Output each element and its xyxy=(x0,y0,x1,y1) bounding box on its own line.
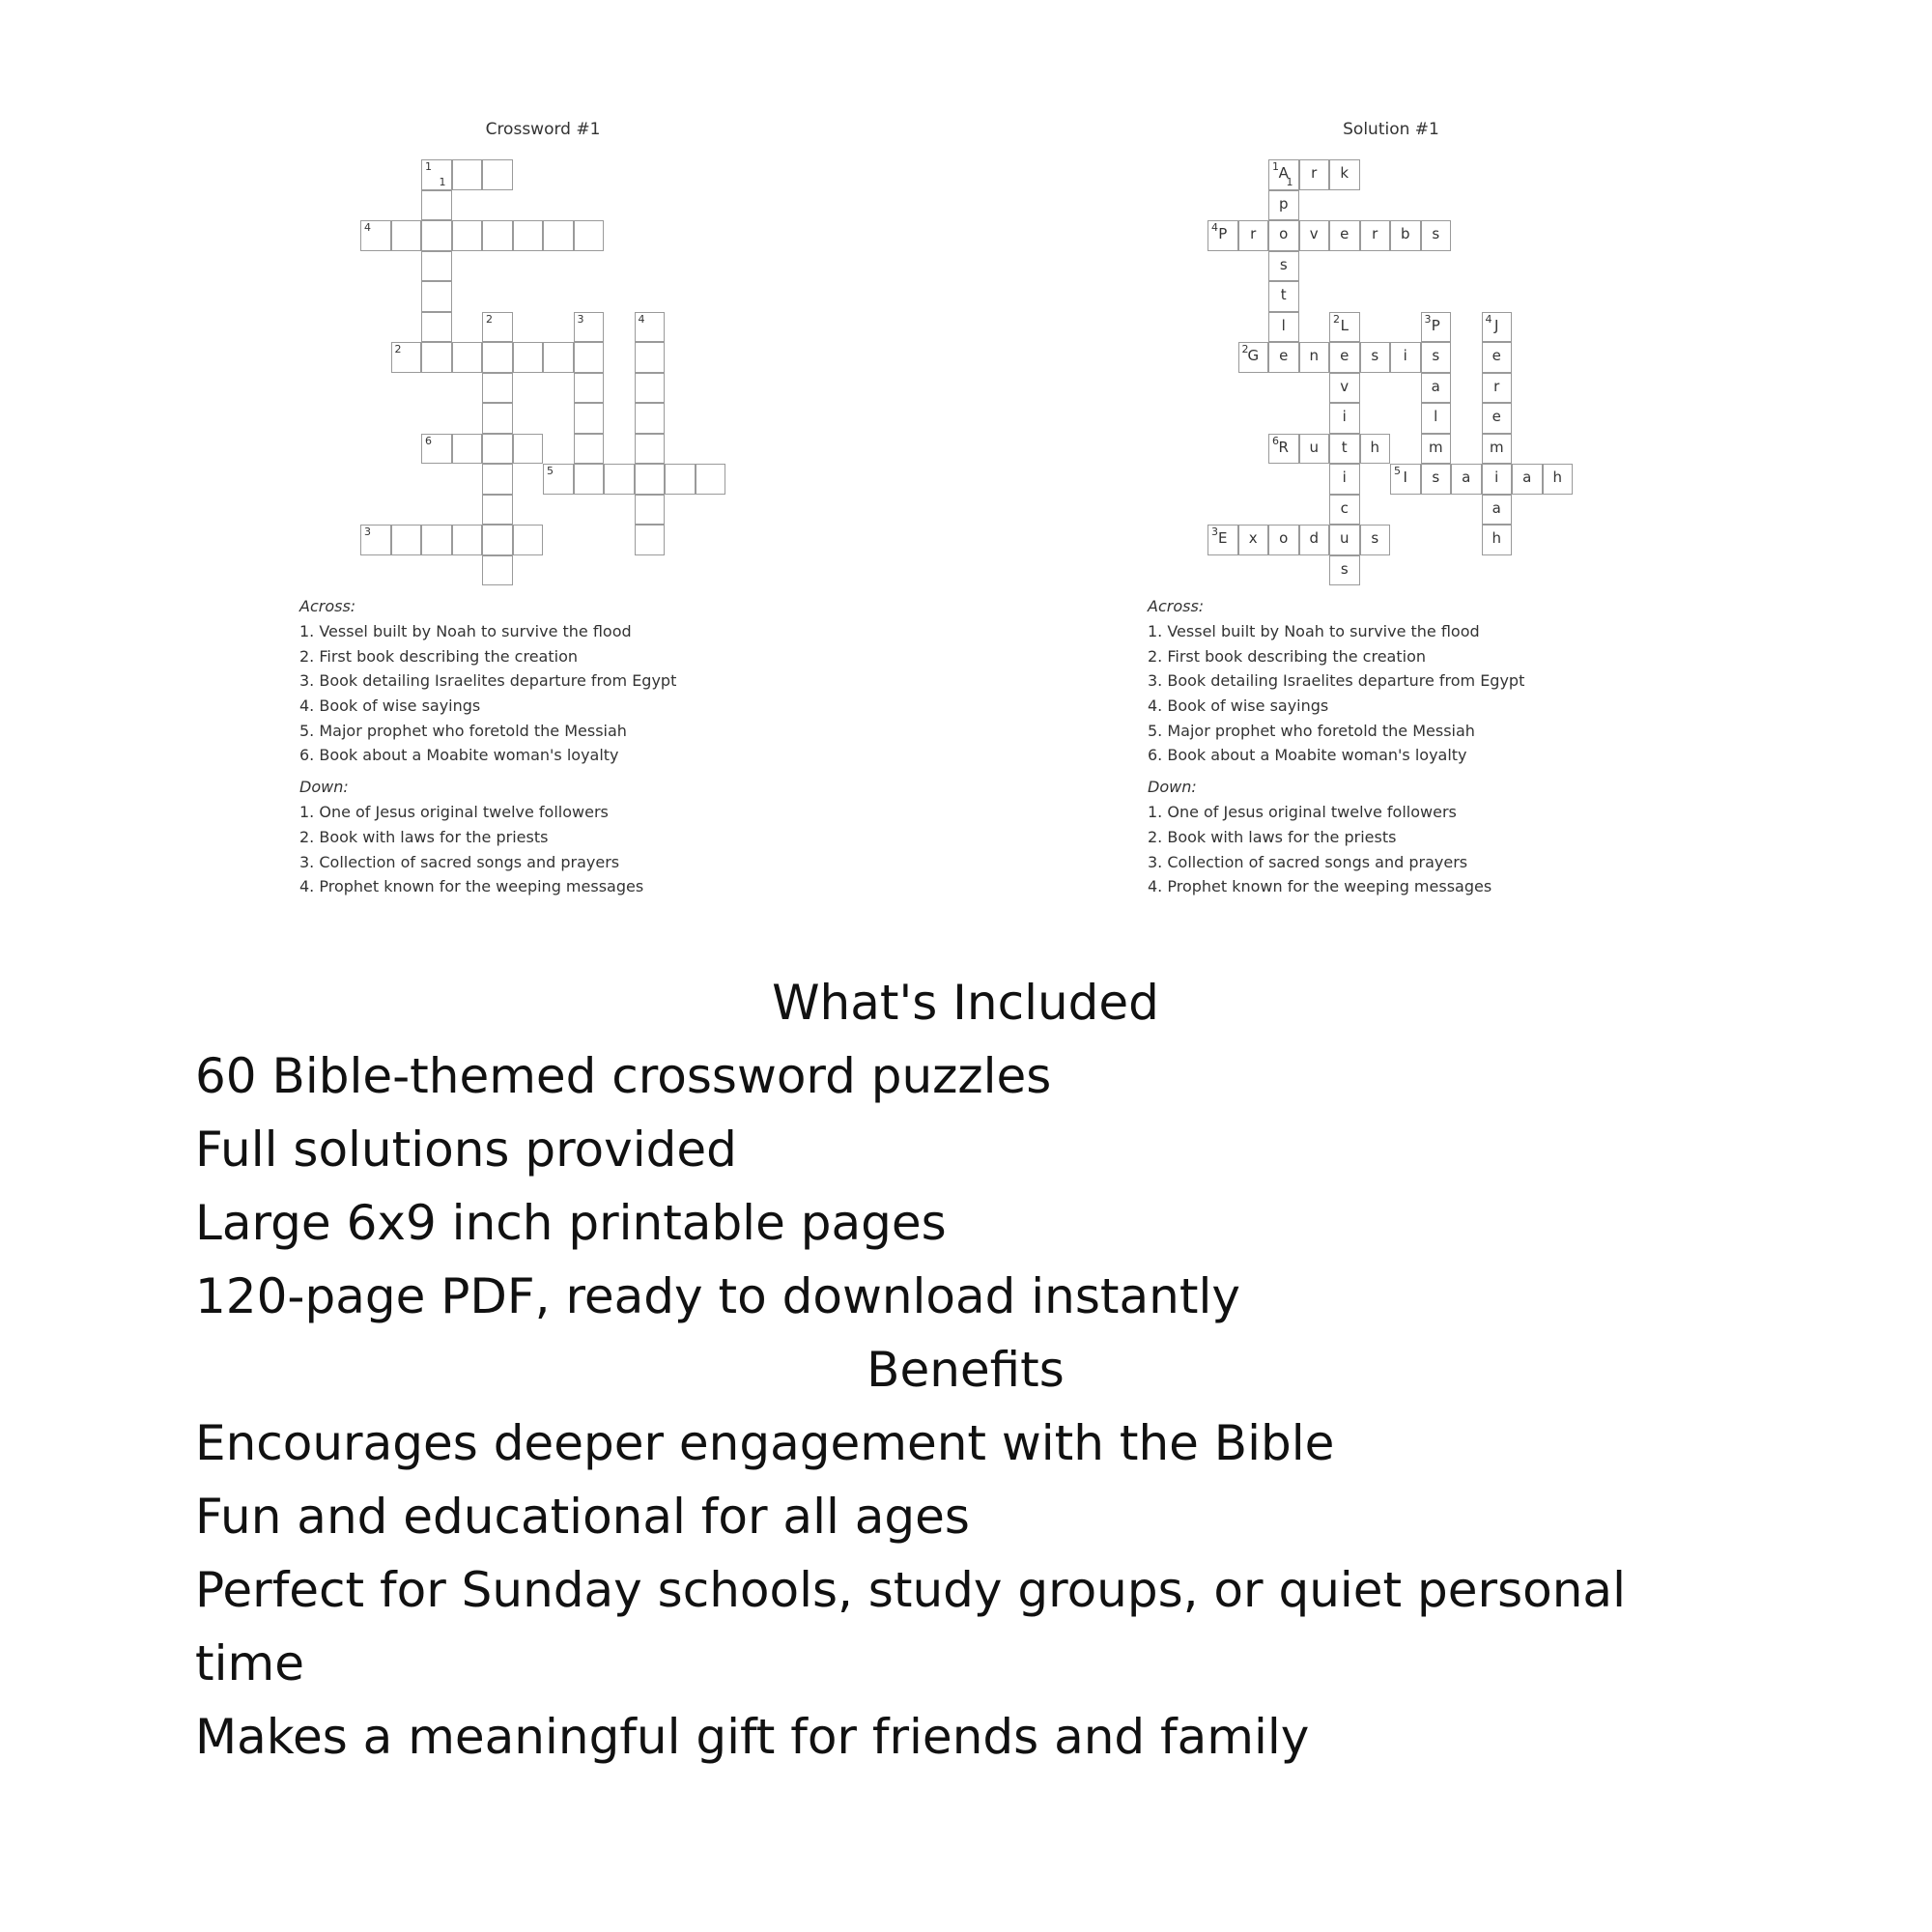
benefit-item: Makes a meaningful gift for friends and family xyxy=(195,1709,1310,1765)
benefit-item: Fun and educational for all ages xyxy=(195,1489,970,1545)
puzzle-cell[interactable] xyxy=(482,403,513,434)
cell-letter: P xyxy=(1431,316,1440,334)
puzzle-clues xyxy=(299,593,676,899)
included-item: Large 6x9 inch printable pages xyxy=(195,1195,947,1251)
cell-letter: l xyxy=(1281,316,1286,334)
down-clue: 4. Prophet known for the weeping messages xyxy=(299,877,644,896)
puzzle-cell[interactable] xyxy=(604,464,635,495)
puzzle-cell[interactable] xyxy=(482,342,513,373)
puzzle-cell[interactable] xyxy=(543,342,574,373)
solution-cell xyxy=(1482,525,1513,555)
solution-cell xyxy=(1268,525,1299,555)
solution-clues xyxy=(1148,593,1524,899)
solution-cell xyxy=(1329,495,1360,526)
cell-letter: r xyxy=(1250,225,1257,242)
solution-cell xyxy=(1360,342,1391,373)
across-clue: 5. Major prophet who foretold the Messiah xyxy=(299,721,627,740)
solution-cell xyxy=(1482,464,1513,495)
solution-cell xyxy=(1482,342,1513,373)
down-heading: Down: xyxy=(1148,778,1197,797)
solution-cell xyxy=(1421,342,1452,373)
solution-cell xyxy=(1360,434,1391,465)
cell-letter: J xyxy=(1494,316,1499,334)
cell-letter: s xyxy=(1432,225,1440,242)
solution-cell xyxy=(1268,281,1299,312)
solution-cell xyxy=(1299,220,1330,251)
puzzle-cell[interactable] xyxy=(452,159,483,190)
cell-letter: x xyxy=(1248,529,1258,547)
solution-cell xyxy=(1268,159,1299,190)
solution-cell xyxy=(1482,312,1513,343)
across-clue: 3. Book detailing Israelites departure from Egypt xyxy=(299,671,677,691)
puzzle-cell[interactable] xyxy=(482,434,513,465)
cell-letter: v xyxy=(1309,225,1319,242)
clue-number: 4 xyxy=(1211,221,1218,234)
clue-number: 3 xyxy=(1211,526,1218,538)
solution-cell xyxy=(1329,312,1360,343)
solution-cell xyxy=(1329,555,1360,586)
across-clue: 2. First book describing the creation xyxy=(1148,646,1426,666)
puzzle-cell[interactable] xyxy=(543,464,574,495)
puzzle-cell[interactable] xyxy=(452,220,483,251)
cell-letter: s xyxy=(1371,347,1379,364)
cell-letter: E xyxy=(1218,529,1228,547)
across-clue: 6. Book about a Moabite woman's loyalty xyxy=(299,746,619,765)
clue-number: 2 xyxy=(486,312,493,326)
solution-cell xyxy=(1268,190,1299,221)
puzzle-cell[interactable] xyxy=(635,525,666,555)
solution-cell xyxy=(1421,403,1452,434)
solution-cell xyxy=(1360,525,1391,555)
puzzle-cell[interactable] xyxy=(513,220,544,251)
puzzle-cell[interactable] xyxy=(513,525,544,555)
down-clue: 1. One of Jesus original twelve followers xyxy=(1148,803,1457,822)
down-clue: 3. Collection of sacred songs and prayers xyxy=(1148,852,1468,871)
solution-cell xyxy=(1482,434,1513,465)
puzzle-cell[interactable] xyxy=(421,525,452,555)
puzzle-title: Crossword #1 xyxy=(485,120,601,139)
solution-cell xyxy=(1238,525,1269,555)
solution-cell xyxy=(1268,220,1299,251)
benefit-item: Perfect for Sunday schools, study groups, or quiet personal xyxy=(195,1562,1626,1618)
solution-cell xyxy=(1208,220,1238,251)
puzzle-cell[interactable] xyxy=(482,495,513,526)
clue-number: 5 xyxy=(1394,465,1401,477)
puzzle-cell[interactable] xyxy=(391,342,422,373)
solution-cell xyxy=(1421,434,1452,465)
cell-letter: u xyxy=(1309,438,1319,456)
puzzle-cell[interactable] xyxy=(482,220,513,251)
across-clue: 6. Book about a Moabite woman's loyalty xyxy=(1148,746,1467,765)
solution-cell xyxy=(1329,342,1360,373)
down-clue: 1. One of Jesus original twelve followers xyxy=(299,803,609,822)
cell-letter: d xyxy=(1309,529,1320,547)
puzzle-cell[interactable] xyxy=(452,434,483,465)
puzzle-cell[interactable] xyxy=(543,220,574,251)
cell-letter: a xyxy=(1462,469,1471,486)
cell-letter: t xyxy=(1341,438,1348,456)
cell-letter: a xyxy=(1522,469,1532,486)
across-clue: 4. Book of wise sayings xyxy=(1148,696,1329,716)
benefit-item: time xyxy=(195,1635,304,1691)
solution-cell xyxy=(1268,434,1299,465)
cell-letter: o xyxy=(1279,225,1289,242)
clue-number: 1 xyxy=(1272,160,1279,173)
cell-letter: h xyxy=(1370,438,1379,456)
cell-letter: I xyxy=(1403,469,1407,486)
clue-number: 2 xyxy=(1333,312,1340,326)
solution-cell xyxy=(1543,464,1574,495)
puzzle-cell[interactable] xyxy=(635,434,666,465)
product-info xyxy=(195,966,1741,1774)
puzzle-cell[interactable] xyxy=(574,373,605,404)
cell-letter: s xyxy=(1432,469,1440,486)
cell-letter: i xyxy=(1342,408,1347,425)
clue-number: 2 xyxy=(1241,343,1249,355)
solution-cell xyxy=(1268,312,1299,343)
solution-cell xyxy=(1390,342,1421,373)
puzzle-cell[interactable] xyxy=(421,220,452,251)
clue-number-down: 1 xyxy=(439,175,446,188)
benefits-heading: Benefits xyxy=(867,1342,1065,1398)
solution-cell xyxy=(1482,373,1513,404)
puzzle-cell[interactable] xyxy=(635,342,666,373)
solution-cell xyxy=(1268,251,1299,282)
cell-letter: b xyxy=(1400,225,1410,242)
puzzle-cell[interactable] xyxy=(482,159,513,190)
puzzle-cell[interactable] xyxy=(635,373,666,404)
puzzle-cell[interactable] xyxy=(482,525,513,555)
clue-number: 3 xyxy=(364,526,371,538)
cell-letter: l xyxy=(1434,408,1438,425)
puzzle-cell[interactable] xyxy=(482,312,513,343)
cell-letter: n xyxy=(1309,347,1319,364)
cell-letter: a xyxy=(1431,377,1440,395)
cell-letter: s xyxy=(1340,559,1349,578)
clue-number: 4 xyxy=(364,221,371,234)
clue-number: 6 xyxy=(1272,434,1279,447)
across-clue: 1. Vessel built by Noah to survive the flood xyxy=(299,622,632,640)
puzzle-cell[interactable] xyxy=(421,251,452,282)
puzzle-cell[interactable] xyxy=(665,464,696,495)
puzzle-cell[interactable] xyxy=(635,464,666,495)
solution-cell xyxy=(1482,495,1513,526)
whats-included-heading: What's Included xyxy=(772,975,1159,1031)
down-clue: 3. Collection of sacred songs and prayers xyxy=(299,852,620,871)
cell-letter: e xyxy=(1340,225,1350,242)
puzzle-cell[interactable] xyxy=(482,373,513,404)
down-clue: 4. Prophet known for the weeping messages xyxy=(1148,877,1492,896)
solution-cell xyxy=(1329,525,1360,555)
clue-number: 4 xyxy=(1485,312,1492,326)
solution-cell xyxy=(1512,464,1543,495)
cell-letter: v xyxy=(1340,377,1350,395)
puzzle-cell[interactable] xyxy=(360,220,391,251)
puzzle-cell[interactable] xyxy=(574,312,605,343)
down-heading: Down: xyxy=(299,778,349,797)
included-item: 60 Bible-themed crossword puzzles xyxy=(195,1048,1052,1104)
puzzle-cell[interactable] xyxy=(513,434,544,465)
cell-letter: L xyxy=(1340,316,1349,334)
clue-number: 3 xyxy=(1424,312,1432,326)
cell-letter: r xyxy=(1372,225,1378,242)
down-clue: 2. Book with laws for the priests xyxy=(299,827,549,846)
solution-cell xyxy=(1238,220,1269,251)
puzzle-cell[interactable] xyxy=(574,434,605,465)
cell-letter: k xyxy=(1340,164,1350,182)
clue-number: 3 xyxy=(577,312,584,326)
puzzle-cell[interactable] xyxy=(391,525,422,555)
clue-number: 1 xyxy=(425,160,432,173)
cell-letter: u xyxy=(1339,529,1350,547)
solution-cell xyxy=(1421,373,1452,404)
cell-letter: c xyxy=(1340,498,1349,517)
cell-letter: G xyxy=(1247,347,1260,364)
across-clue: 3. Book detailing Israelites departure from Egypt xyxy=(1148,671,1525,691)
puzzle-cell[interactable] xyxy=(421,281,452,312)
cell-letter: r xyxy=(1493,377,1500,395)
clue-number: 4 xyxy=(638,312,645,326)
cell-letter: s xyxy=(1279,255,1288,273)
clue-number: 5 xyxy=(547,465,554,477)
puzzle-cell[interactable] xyxy=(482,464,513,495)
solution-cell xyxy=(1238,342,1269,373)
puzzle-cell[interactable] xyxy=(421,434,452,465)
clue-number: 6 xyxy=(425,434,432,447)
cell-letter: i xyxy=(1403,347,1407,364)
solution-cell xyxy=(1299,525,1330,555)
solution-cell xyxy=(1299,342,1330,373)
solution-cell xyxy=(1208,525,1238,555)
solution-cell xyxy=(1268,342,1299,373)
solution-cell xyxy=(1451,464,1482,495)
cell-letter: m xyxy=(1489,438,1504,456)
solution-cell xyxy=(1329,464,1360,495)
solution-cell xyxy=(1482,403,1513,434)
solution-cell xyxy=(1329,403,1360,434)
puzzle-cell[interactable] xyxy=(574,220,605,251)
cell-letter: R xyxy=(1278,438,1289,456)
cell-letter: m xyxy=(1428,438,1443,456)
puzzle-cell[interactable] xyxy=(513,342,544,373)
cell-letter: i xyxy=(1494,469,1499,486)
puzzle-cell[interactable] xyxy=(574,464,605,495)
cell-letter: e xyxy=(1492,347,1501,364)
solution-cell xyxy=(1299,434,1330,465)
puzzle-cell[interactable] xyxy=(421,342,452,373)
cell-letter: t xyxy=(1280,286,1287,303)
solution-cell xyxy=(1421,220,1452,251)
puzzle-cell[interactable] xyxy=(421,159,452,190)
puzzle-cell[interactable] xyxy=(452,342,483,373)
solution-cell xyxy=(1360,220,1391,251)
included-item: Full solutions provided xyxy=(195,1122,737,1178)
solution-cell xyxy=(1421,464,1452,495)
clue-number: 2 xyxy=(394,343,402,355)
solution-cell xyxy=(1329,159,1360,190)
solution-cell xyxy=(1390,464,1421,495)
solution-cell xyxy=(1329,220,1360,251)
puzzle-cell[interactable] xyxy=(421,312,452,343)
puzzle-cell[interactable] xyxy=(421,190,452,221)
across-clue: 5. Major prophet who foretold the Messiah xyxy=(1148,721,1475,740)
puzzle-cell[interactable] xyxy=(574,403,605,434)
across-clue: 2. First book describing the creation xyxy=(299,646,578,666)
cell-letter: i xyxy=(1342,469,1347,486)
across-clue: 4. Book of wise sayings xyxy=(299,696,481,716)
clue-number-down: 1 xyxy=(1286,175,1293,188)
across-heading: Across: xyxy=(299,597,356,615)
solution-cell xyxy=(1329,373,1360,404)
down-clue: 2. Book with laws for the priests xyxy=(1148,827,1397,846)
puzzle-cell[interactable] xyxy=(635,403,666,434)
cell-letter: p xyxy=(1278,194,1289,213)
cell-letter: A xyxy=(1278,164,1289,182)
cell-letter: r xyxy=(1311,164,1318,182)
puzzle-cell[interactable] xyxy=(360,525,391,555)
cell-letter: P xyxy=(1218,225,1228,242)
solution-cell xyxy=(1329,434,1360,465)
puzzle-cell[interactable] xyxy=(696,464,726,495)
cell-letter: e xyxy=(1492,408,1501,425)
puzzle-cell[interactable] xyxy=(452,525,483,555)
cell-letter: h xyxy=(1492,529,1501,547)
cell-letter: e xyxy=(1279,347,1289,364)
puzzle-cell[interactable] xyxy=(391,220,422,251)
included-item: 120-page PDF, ready to download instantly xyxy=(195,1268,1240,1324)
solution-cell xyxy=(1390,220,1421,251)
solution-title: Solution #1 xyxy=(1343,120,1439,139)
cell-letter: h xyxy=(1552,469,1562,486)
across-clue: 1. Vessel built by Noah to survive the flood xyxy=(1148,622,1480,640)
cell-letter: s xyxy=(1371,529,1379,547)
puzzle-cell[interactable] xyxy=(635,312,666,343)
cell-letter: s xyxy=(1432,347,1440,364)
puzzle-cell[interactable] xyxy=(635,495,666,526)
puzzle-cell[interactable] xyxy=(574,342,605,373)
cell-letter: o xyxy=(1279,529,1289,547)
puzzle-cell[interactable] xyxy=(482,555,513,586)
across-heading: Across: xyxy=(1148,597,1205,615)
cell-letter: e xyxy=(1340,347,1350,364)
solution-cell xyxy=(1421,312,1452,343)
cell-letter: a xyxy=(1492,498,1501,517)
benefit-item: Encourages deeper engagement with the Bible xyxy=(195,1415,1335,1471)
solution-cell xyxy=(1299,159,1330,190)
